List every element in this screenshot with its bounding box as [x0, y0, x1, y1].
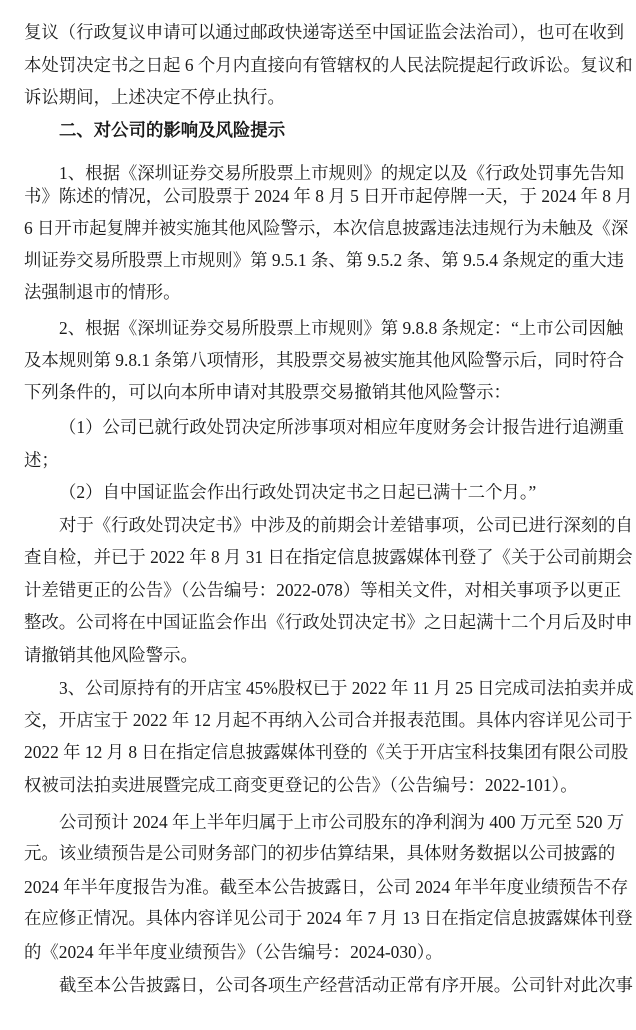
section-heading: 二、对公司的影响及风险提示	[59, 120, 286, 140]
text-line: （1）公司已就行政处罚决定所涉事项对相应年度财务会计报告进行追溯重	[59, 417, 625, 437]
text-line: 2024 年半年度报告为准。截至本公告披露日，公司 2024 年半年度业绩预告不存	[24, 877, 629, 897]
text-line: 及本规则第 9.8.1 条第八项情形，其股票交易被实施其他风险警示后，同时符合	[24, 350, 624, 370]
text-line: 书》陈述的情况，公司股票于 2024 年 8 月 5 日开市起停牌一天，于 2024 年 8 月	[24, 186, 633, 206]
text-line: 6 日开市起复牌并被实施其他风险警示，本次信息披露违法违规行为未触及《深	[24, 218, 629, 238]
text-line: 2、根据《深圳证券交易所股票上市规则》第 9.8.8 条规定：“上市公司因触	[59, 318, 624, 338]
text-line: 交，开店宝于 2022 年 12 月起不再纳入公司合并报表范围。具体内容详见公司于	[24, 710, 633, 730]
text-line: 1、根据《深圳证券交易所股票上市规则》的规定以及《行政处罚事先告知	[59, 163, 625, 183]
text-line: 法强制退市的情形。	[24, 282, 181, 302]
text-line: 诉讼期间，上述决定不停止执行。	[24, 87, 285, 107]
text-line: 2022 年 12 月 8 日在指定信息披露媒体刊登的《关于开店宝科技集团有限公司股	[24, 742, 629, 762]
text-line: 对于《行政处罚决定书》中涉及的前期会计差错事项，公司已进行深刻的自	[59, 515, 633, 535]
text-line: 的《2024 年半年度业绩预告》（公告编号：2024-030）。	[24, 942, 443, 962]
text-line: 述；	[24, 450, 59, 470]
text-line: 在应修正情况。具体内容详见公司于 2024 年 7 月 13 日在指定信息披露媒体刊登	[24, 908, 633, 928]
text-line: 查自检，并已于 2022 年 8 月 31 日在指定信息披露媒体刊登了《关于公司前期会	[24, 547, 633, 567]
text-line: 整改。公司将在中国证监会作出《行政处罚决定书》之日起满十二个月后及时申	[24, 612, 633, 632]
text-line: 公司预计 2024 年上半年归属于上市公司股东的净利润为 400 万元至 520 万	[59, 812, 625, 832]
text-line: 下列条件的，可以向本所申请对其股票交易撤销其他风险警示：	[24, 382, 511, 402]
text-line: 复议（行政复议申请可以通过邮政快递寄送至中国证监会法治司），也可在收到	[24, 22, 624, 42]
text-line: 请撤销其他风险警示。	[24, 645, 198, 665]
text-line: 计差错更正的公告》（公告编号：2022-078）等相关文件，对相关事项予以更正	[24, 580, 622, 600]
text-line: （2）自中国证监会作出行政处罚决定书之日起已满十二个月。”	[59, 482, 537, 502]
text-line: 圳证券交易所股票上市规则》第 9.5.1 条、第 9.5.2 条、第 9.5.4 条规定的重大违	[24, 250, 624, 270]
text-line: 截至本公告披露日，公司各项生产经营活动正常有序开展。公司针对此次事	[59, 975, 633, 995]
text-line: 3、公司原持有的开店宝 45%股权已于 2022 年 11 月 25 日完成司法拍卖并成	[59, 678, 634, 698]
text-line: 本处罚决定书之日起 6 个月内直接向有管辖权的人民法院提起行政诉讼。复议和	[24, 55, 633, 75]
text-line: 权被司法拍卖进展暨完成工商变更登记的公告》（公告编号：2022-101）。	[24, 775, 578, 795]
text-line: 元。该业绩预告是公司财务部门的初步估算结果，具体财务数据以公司披露的	[24, 843, 616, 863]
